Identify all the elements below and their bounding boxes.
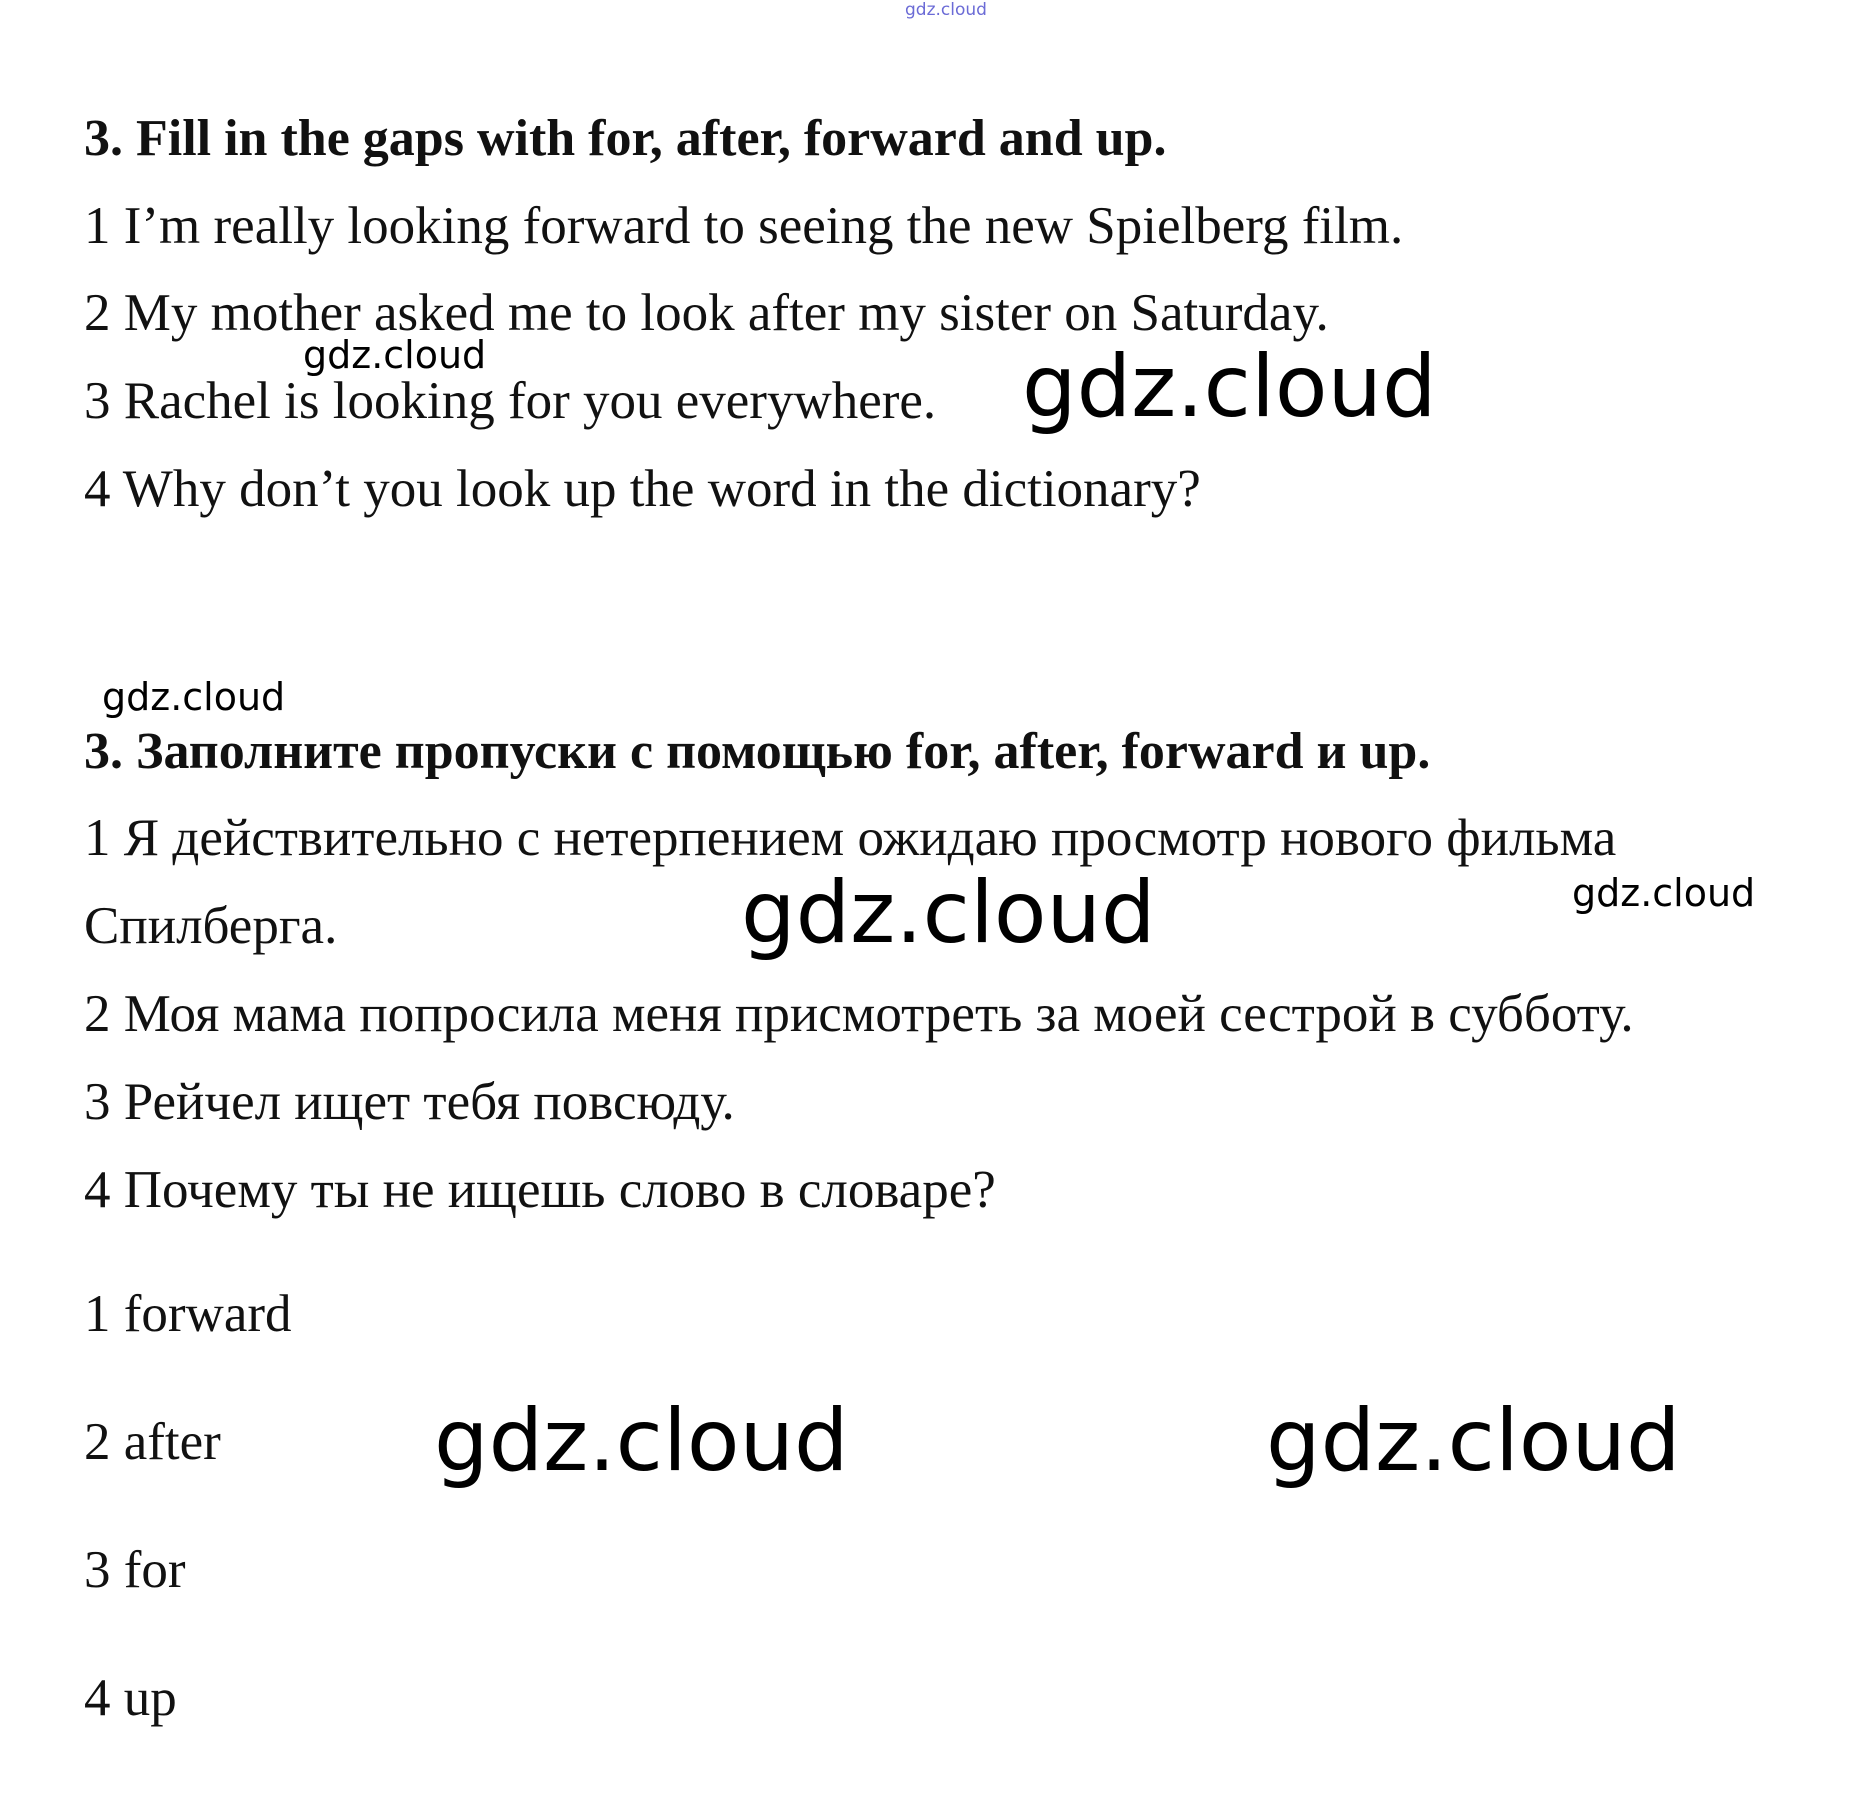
russian-sentence-3: 3 Рейчел ищет тебя повсюду. <box>84 1073 735 1131</box>
russian-sentence-1: 1 Я действительно с нетерпением ожидаю просмотр нового фильма <box>84 809 1617 867</box>
watermark-large-3: gdz.cloud <box>434 1391 849 1491</box>
watermark-large-4: gdz.cloud <box>1266 1391 1681 1491</box>
russian-sentence-2: 2 Моя мама попросила меня присмотреть за моей сестрой в субботу. <box>84 985 1634 1043</box>
watermark-small-1: gdz.cloud <box>303 333 487 377</box>
russian-sentence-1-cont: Спилберга. <box>84 897 338 955</box>
russian-sentence-4: 4 Почему ты не ищешь слово в словаре? <box>84 1161 996 1219</box>
watermark-large-2: gdz.cloud <box>741 863 1156 963</box>
english-sentence-1: 1 I’m really looking forward to seeing the new Spielberg film. <box>84 197 1404 255</box>
watermark-small-3: gdz.cloud <box>1572 871 1756 915</box>
russian-heading: 3. Заполните пропуски с помощью for, after, forward и up. <box>84 723 1431 780</box>
watermark-top: gdz.cloud <box>905 0 987 20</box>
answer-1: 1 forward <box>84 1285 292 1343</box>
watermark-small-2: gdz.cloud <box>102 675 286 719</box>
answer-2: 2 after <box>84 1413 221 1471</box>
english-sentence-3: 3 Rachel is looking for you everywhere. <box>84 372 937 430</box>
answer-3: 3 for <box>84 1541 186 1599</box>
watermark-large-1: gdz.cloud <box>1022 337 1437 437</box>
answer-4: 4 up <box>84 1669 177 1727</box>
english-sentence-2: 2 My mother asked me to look after my sister on Saturday. <box>84 284 1329 342</box>
english-heading: 3. Fill in the gaps with for, after, forward and up. <box>84 110 1167 167</box>
english-sentence-4: 4 Why don’t you look up the word in the dictionary? <box>84 460 1201 518</box>
